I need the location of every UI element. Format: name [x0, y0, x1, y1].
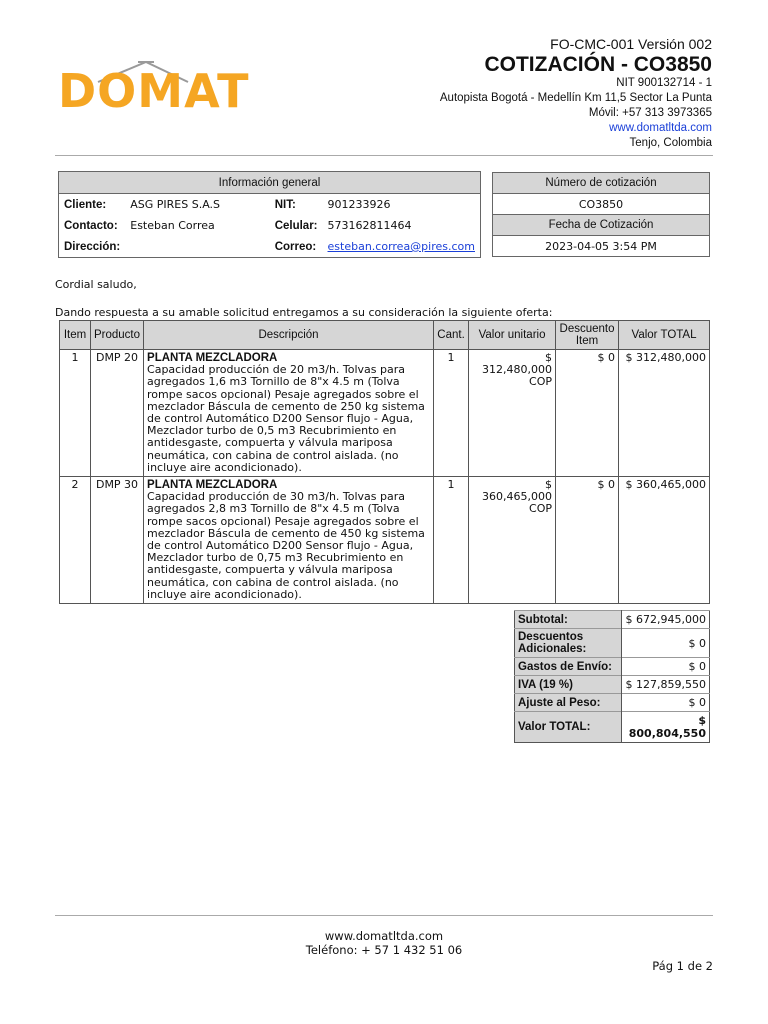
col-discount: Descuento Item [556, 321, 619, 350]
item-total: $ 312,480,000 [619, 350, 710, 477]
item-name: PLANTA MEZCLADORA [147, 479, 278, 492]
contact-value: Esteban Correa [130, 219, 215, 232]
col-total: Valor TOTAL [619, 321, 710, 350]
address-value [125, 236, 269, 258]
company-mobile: Móvil: +57 313 3973365 [588, 107, 712, 119]
general-info-heading: Información general [59, 172, 481, 194]
col-qty: Cant. [434, 321, 469, 350]
client-value: ASG PIRES S.A.S [130, 198, 221, 211]
grand-total-value: $ 800,804,550 [622, 712, 710, 743]
subtotal-value: $ 672,945,000 [622, 611, 710, 629]
general-info-box [58, 171, 481, 258]
totals-row [515, 629, 710, 658]
item-number: 2 [60, 477, 91, 604]
tax-value: $ 127,859,550 [622, 676, 710, 694]
item-total: $ 360,465,000 [619, 477, 710, 604]
nit-value: 901233926 [327, 198, 391, 211]
company-details [440, 76, 712, 151]
client-label: Cliente: [64, 198, 107, 211]
item-product: DMP 30 [91, 477, 144, 604]
item-unit-price: $ 360,465,000 COP [469, 477, 556, 604]
subtotal-label: Subtotal: [515, 611, 622, 629]
footer-website: www.domatltda.com [324, 929, 444, 943]
quote-date-value: 2023-04-05 3:54 PM [545, 239, 657, 253]
item-description-cell [144, 477, 434, 604]
intro-text: Dando respuesta a su amable solicitud entregamos a su consideración la siguiente oferta: [55, 306, 553, 319]
email-link[interactable]: esteban.correa@pires.com [327, 240, 475, 253]
tax-label: IVA (19 %) [515, 676, 622, 694]
footer-phone: Teléfono: + 57 1 432 51 06 [305, 943, 463, 957]
greeting-text: Cordial saludo, [55, 278, 137, 291]
additional-discounts-value: $ 0 [622, 629, 710, 658]
quote-date-heading: Fecha de Cotización [493, 215, 710, 236]
totals-row [515, 694, 710, 712]
page-number: Pág 1 de 2 [652, 959, 713, 973]
company-address: Autopista Bogotá - Medellín Km 11,5 Sector La Punta [439, 92, 712, 104]
items-header-row [60, 321, 710, 350]
company-website-link[interactable]: www.domatltda.com [609, 122, 712, 134]
additional-discounts-label: Descuentos Adicionales: [515, 629, 622, 658]
nit-label: NIT: [274, 198, 296, 211]
form-code: FO-CMC-001 Versión 002 [550, 36, 712, 52]
company-city: Tenjo, Colombia [629, 137, 712, 149]
col-product: Producto [91, 321, 144, 350]
table-row [60, 477, 710, 604]
grand-total-label: Valor TOTAL: [515, 712, 622, 743]
email-label: Correo: [274, 240, 317, 253]
rounding-value: $ 0 [622, 694, 710, 712]
table-row [60, 350, 710, 477]
item-qty: 1 [434, 350, 469, 477]
phone-value: 573162811464 [327, 219, 412, 232]
company-nit: NIT 900132714 - 1 [616, 77, 712, 89]
item-discount: $ 0 [556, 350, 619, 477]
item-description: Capacidad producción de 20 m3/h. Tolvas para agregados 1,6 m3 Tornillo de 8"x 4.5 m (Tolva rompe sacos opcional) Pesaje agregados sobre el mezclador Báscula de cemento de 250 kg sistema de control Automático D200 Sensor flujo - Agua, Mezclador turbo de 0,5 m3 Recubrimiento en antidesgaste, compuerta y válvula mariposa neumática, con cabina de control aislada. (no incluye aire acondicionado). [147, 363, 425, 474]
col-unit-price: Valor unitario [469, 321, 556, 350]
item-discount: $ 0 [556, 477, 619, 604]
page-title: COTIZACIÓN - CO3850 [484, 53, 712, 76]
item-unit-price: $ 312,480,000 COP [469, 350, 556, 477]
header-divider [55, 155, 713, 156]
rounding-label: Ajuste al Peso: [515, 694, 622, 712]
totals-row [515, 658, 710, 676]
item-product: DMP 20 [91, 350, 144, 477]
item-number: 1 [60, 350, 91, 477]
item-name: PLANTA MEZCLADORA [147, 352, 278, 364]
shipping-value: $ 0 [622, 658, 710, 676]
items-table [59, 320, 710, 604]
item-qty: 1 [434, 477, 469, 604]
totals-row [515, 611, 710, 629]
col-item: Item [60, 321, 91, 350]
footer-divider [55, 915, 713, 916]
shipping-label: Gastos de Envío: [515, 658, 622, 676]
item-description-cell [144, 350, 434, 477]
quote-number-heading: Número de cotización [493, 173, 710, 194]
quote-number-value: CO3850 [493, 194, 710, 215]
contact-label: Contacto: [64, 219, 118, 232]
totals-row [515, 676, 710, 694]
col-description: Descripción [144, 321, 434, 350]
address-label: Dirección: [64, 240, 121, 253]
totals-table [514, 610, 710, 743]
company-logo: DOMAT [58, 64, 250, 118]
quote-number-box [492, 172, 710, 257]
totals-row [515, 712, 710, 743]
phone-label: Celular: [274, 219, 318, 232]
item-description: Capacidad producción de 30 m3/h. Tolvas para agregados 2,8 m3 Tornillo de 8"x 4.5 m (Tolva rompe sacos opcional) Pesaje agregados sobre el mezclador Báscula de cemento de 450 kg sistema de control Automático D200 Sensor flujo - Agua, Mezclador turbo de 0,75 m3 Recubrimiento en antidesgaste, compuerta y válvula mariposa neumática, con cabina de control aislada. (no incluye aire acondicionado). [147, 490, 425, 601]
